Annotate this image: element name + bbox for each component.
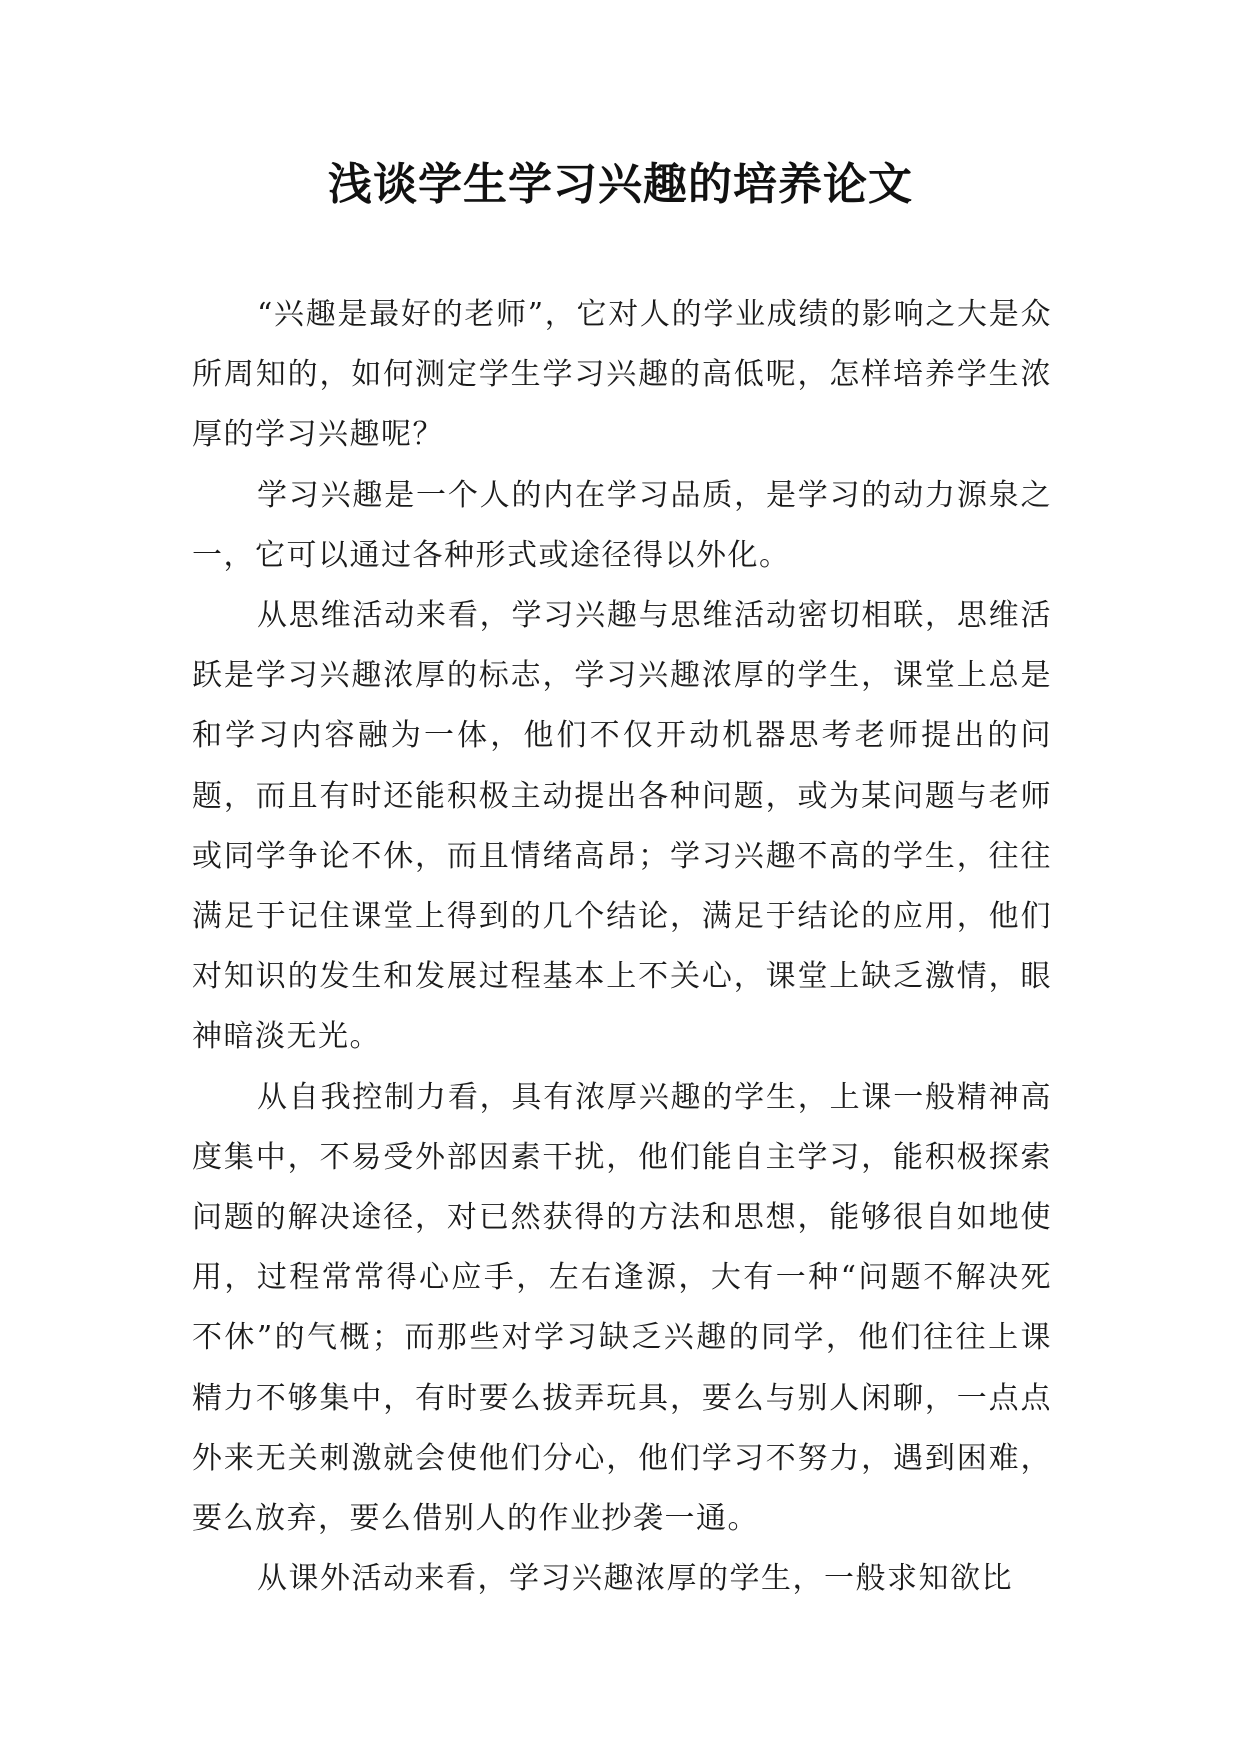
paragraph: 学习兴趣是一个人的内在学习品质，是学习的动力源泉之一，它可以通过各种形式或途径得以外化。 [192,477,1052,573]
paragraph: 从课外活动来看，学习兴趣浓厚的学生，一般求知欲比 [257,1561,1013,1597]
document-title: 浅谈学生学习兴趣的培养论文 [328,159,913,210]
paragraph: 从自我控制力看，具有浓厚兴趣的学生，上课一般精神高度集中，不易受外部因素干扰，他们能自主学习，能积极探索问题的解决途径，对已然获得的方法和思想，能够很自如地使用，过程常常得心应手，左右逢源，大有一种“问题不解决死不休”的气概；而那些对学习缺乏兴趣的同学，他们往往上课精力不够集中，有时要么拔弄玩具，要么与别人闲聊，一点点外来无关刺激就会使他们分心，他们学习不努力，遇到困难，要么放弃，要么借别人的作业抄袭一通。 [192,1079,1052,1537]
paragraph: 从思维活动来看，学习兴趣与思维活动密切相联，思维活跃是学习兴趣浓厚的标志，学习兴趣浓厚的学生，课堂上总是和学习内容融为一体，他们不仅开动机器思考老师提出的问题，而且有时还能积极主动提出各种问题，或为某问题与老师或同学争论不休，而且情绪高昂；学习兴趣不高的学生，往往满足于记住课堂上得到的几个结论，满足于结论的应用，他们对知识的发生和发展过程基本上不关心，课堂上缺乏激情，眼神暗淡无光。 [192,598,1052,1055]
paragraph: “兴趣是最好的老师”，它对人的学业成绩的影响之大是众所周知的，如何测定学生学习兴趣的高低呢，怎样培养学生浓厚的学习兴趣呢？ [192,297,1052,453]
document-body [192,285,1052,1609]
